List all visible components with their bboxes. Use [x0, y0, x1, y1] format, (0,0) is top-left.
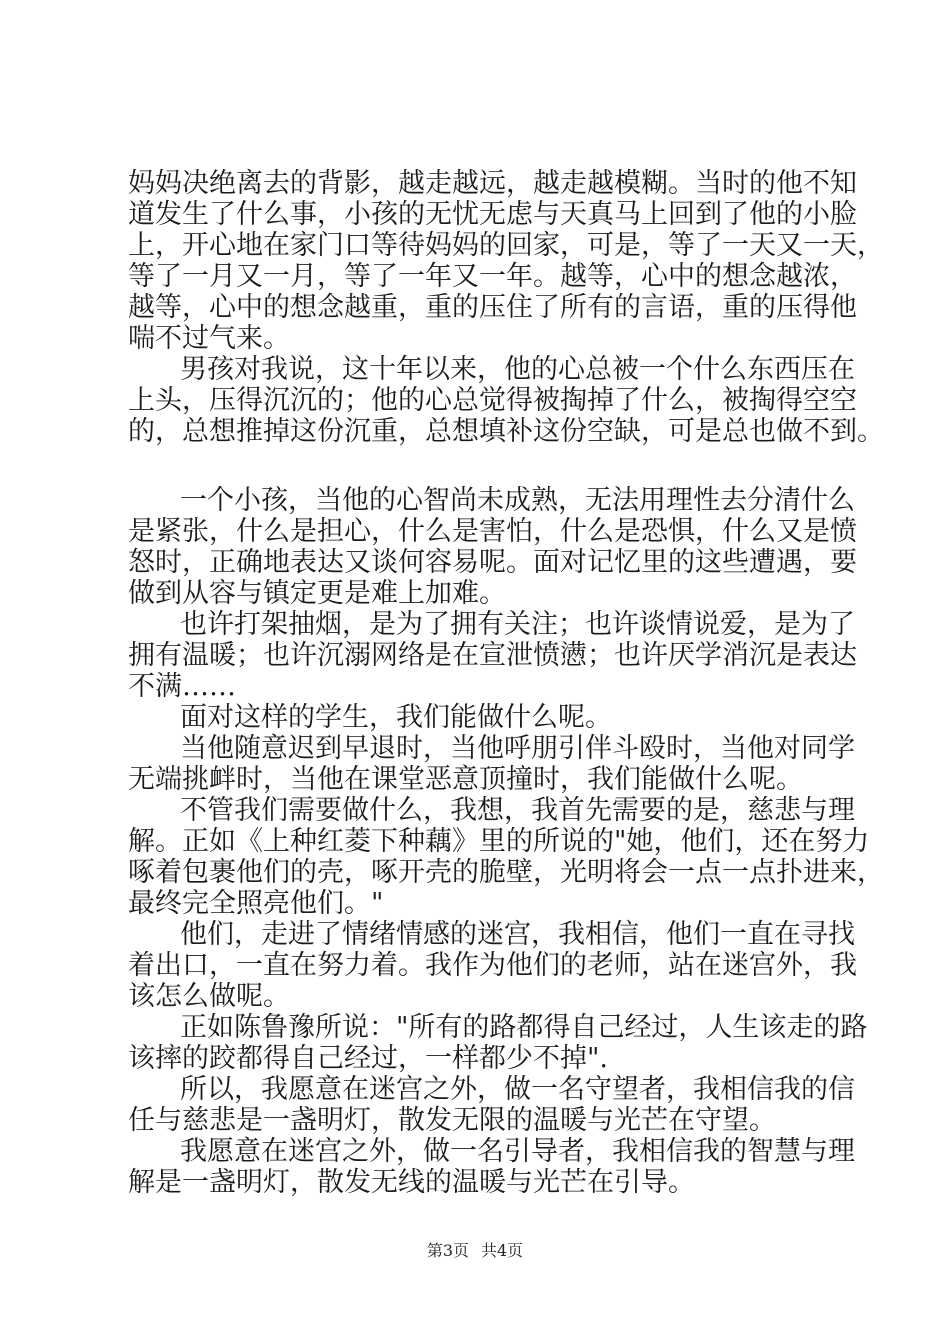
page-number: 第3页	[426, 1241, 469, 1260]
text-line: 解是一盏明灯，散发无线的温暖与光芒在引导。	[128, 1167, 695, 1198]
text-line: 做到从容与镇定更是难上加难。	[128, 578, 506, 609]
text-line: 上，开心地在家门口等待妈妈的回家，可是，等了一天又一天，	[128, 230, 884, 261]
text-line: 不管我们需要做什么，我想，我首先需要的是，慈悲与理	[180, 795, 855, 826]
text-line: 该摔的跤都得自己经过，一样都少不掉".	[128, 1043, 609, 1074]
text-line: 男孩对我说，这十年以来，他的心总被一个什么东西压在	[180, 354, 855, 385]
text-line: 是紧张，什么是担心，什么是害怕，什么是恐惧，什么又是愤	[128, 516, 857, 547]
text-line: 我愿意在迷宫之外，做一名引导者，我相信我的智慧与理	[180, 1136, 855, 1167]
text-line: 拥有温暖；也许沉溺网络是在宣泄愤懑；也许厌学消沉是表达	[128, 640, 857, 671]
text-line: 任与慈悲是一盏明灯，散发无限的温暖与光芒在守望。	[128, 1105, 776, 1136]
text-line: 该怎么做呢。	[128, 981, 290, 1012]
text-line: 面对这样的学生，我们能做什么呢。	[180, 702, 612, 733]
text-line: 不满……	[128, 671, 236, 702]
text-line: 上头，压得沉沉的；他的心总觉得被掏掉了什么，被掏得空空	[128, 385, 857, 416]
text-line: 妈妈决绝离去的背影，越走越远，越走越模糊。当时的他不知	[128, 168, 857, 199]
text-line: 喘不过气来。	[128, 323, 290, 354]
text-line: 无端挑衅时，当他在课堂恶意顶撞时，我们能做什么呢。	[128, 764, 803, 795]
text-line: 正如陈鲁豫所说："所有的路都得自己经过，人生该走的路	[180, 1012, 868, 1043]
text-line: 越等，心中的想念越重，重的压住了所有的言语，重的压得他	[128, 292, 857, 323]
text-line: 解。正如《上种红菱下种藕》里的所说的"她，他们，还在努力	[128, 826, 870, 857]
text-line: 最终完全照亮他们。"	[128, 888, 384, 919]
text-line: 他们，走进了情绪情感的迷宫，我相信，他们一直在寻找	[180, 919, 855, 950]
text-line: 啄着包裹他们的壳，啄开壳的脆壁，光明将会一点一点扑进来，	[128, 857, 884, 888]
text-line: 着出口，一直在努力着。我作为他们的老师，站在迷宫外，我	[128, 950, 857, 981]
text-line: 等了一月又一月，等了一年又一年。越等，心中的想念越浓，	[128, 261, 857, 292]
text-line: 一个小孩，当他的心智尚未成熟，无法用理性去分清什么	[180, 485, 855, 516]
text-line: 当他随意迟到早退时，当他呼朋引伴斗殴时，当他对同学	[180, 733, 855, 764]
page-footer	[0, 1240, 950, 1262]
text-line: 所以，我愿意在迷宫之外，做一名守望者，我相信我的信	[180, 1074, 855, 1105]
text-line: 也许打架抽烟，是为了拥有关注；也许谈情说爱，是为了	[180, 609, 855, 640]
text-line: 道发生了什么事，小孩的无忧无虑与天真马上回到了他的小脸	[128, 199, 857, 230]
text-line: 怒时，正确地表达又谈何容易呢。面对记忆里的这些遭遇，要	[128, 547, 857, 578]
text-line: 的，总想推掉这份沉重，总想填补这份空缺，可是总也做不到。	[128, 416, 884, 447]
page-total: 共4页	[481, 1241, 524, 1260]
